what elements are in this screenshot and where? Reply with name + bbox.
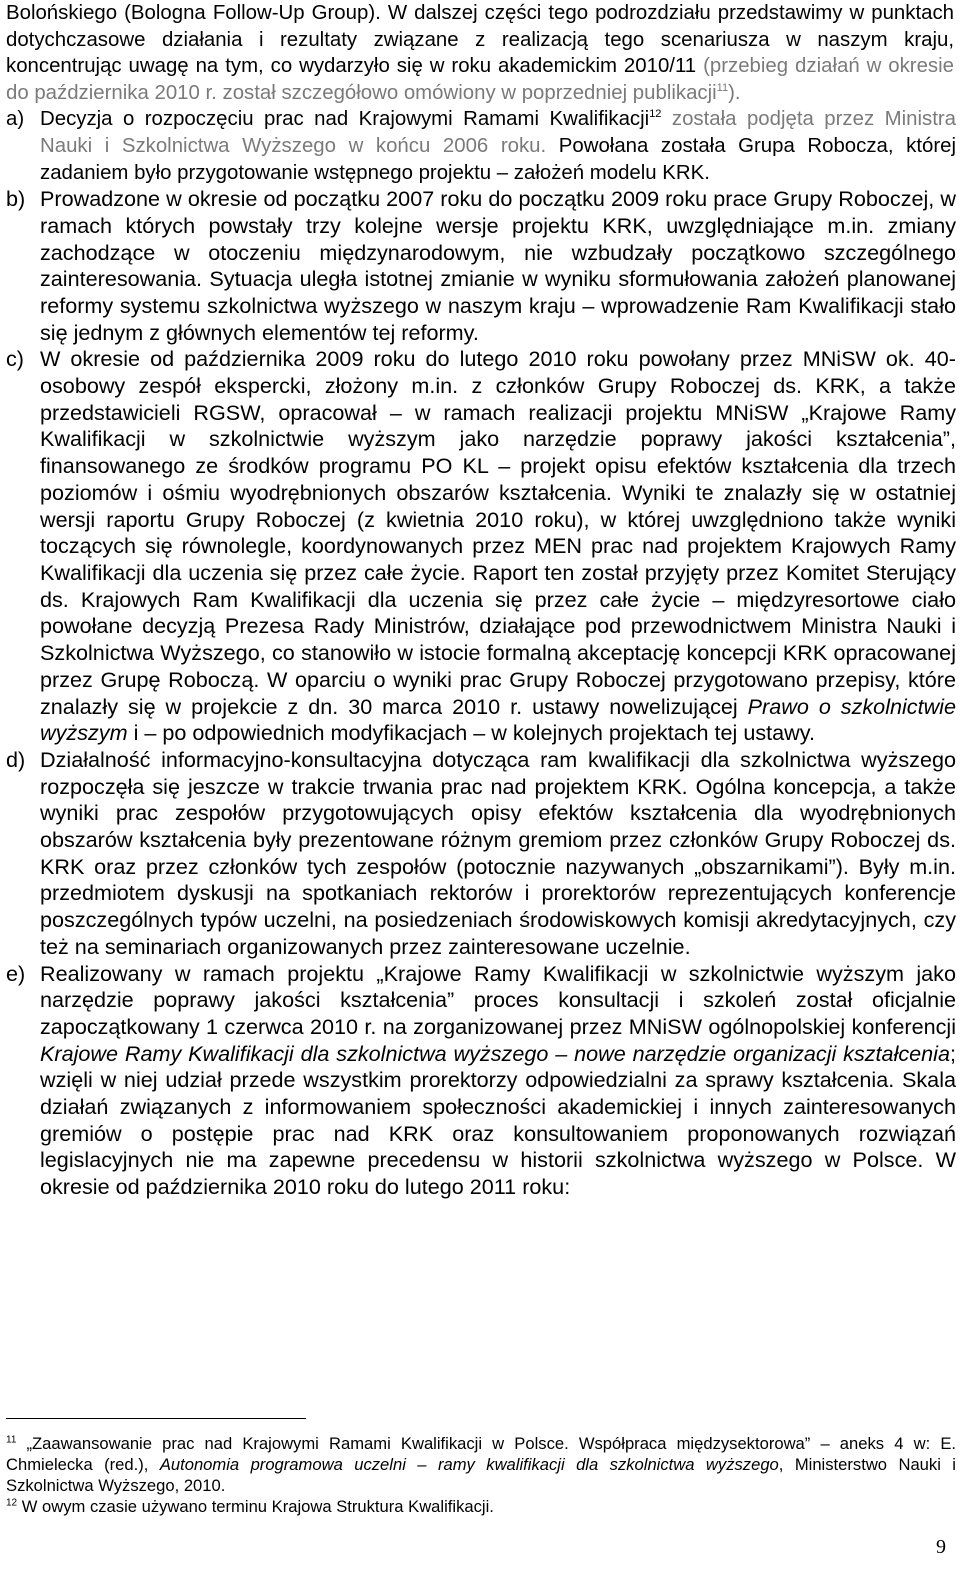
item-a-rest: Powołana została Grupa Robocza, której zadaniem było przygotowanie wstępnego projektu – założeń modelu KRK. [40,134,956,184]
footnote-italic-title: Autonomia programowa uczelni – ramy kwalifikacji dla szkolnictwa wyższego [159,1455,779,1474]
footnotes-section [6,1418,956,1517]
intro-text: Bolońskiego (Bologna Follow-Up Group). W dalszej części tego podrozdziału przedstawimy w punktach dotychczasowe działania i rezultaty związane z realizacją tego scenariusza w naszym kraju, koncentrując uwagę na tym, co wydarzyło się w roku akademickim 2010/11 [6,2,954,78]
footnote-number: 11 [6,1434,17,1446]
footnote-11 [6,1433,956,1496]
item-a-gray-text: została podjęta przez Ministra Nauki i Szkolnictwa Wyższego w końcu 2006 roku. [40,108,956,157]
intro-gray-text: (przebieg działań w okresie do października 2010 r. został szczegółowo omówiony w poprzedniej publikacji [6,55,955,104]
item-c-text-end: i – po odpowiednich modyfikacjach – w kolejnych projektach tej ustawy. [127,720,815,746]
footnote-12 [6,1496,956,1517]
list-marker: a) [6,108,25,131]
footnote-number: 12 [6,1497,18,1509]
intro-paragraph [6,0,956,106]
list-item-e [6,961,956,1201]
footnote-text: W owym czasie używano terminu Krajowa Struktura Kwalifikacji. [17,1497,494,1516]
item-e-text: Realizowany w ramach projektu „Krajowe Ramy Kwalifikacji w szkolnictwie wyższym jako narzędzie poprawy jakości kształcenia” proces konsultacji i szkoleń został oficjalnie zapoczątkowany 1 czerwca 2010 r. na zorganizowanej przez MNiSW ogólnopolskiej konferencji [40,960,956,1039]
list-item-a [6,106,956,186]
item-e-italic-title: Krajowe Ramy Kwalifikacji dla szkolnictwa wyższego – nowe narzędzie organizacji kształcenia [40,1040,950,1066]
item-e-text-end: ; wzięli w niej udział przede wszystkim prorektorzy odpowiedzialni za sprawy kształcenia. Skala działań związanych z informowaniem społeczności akademickiej i innych zainteresowanych gremiów o postępie prac nad KRK oraz konsultowaniem proponowanych rozwiązań legislacyjnych nie ma zapewne precedensu w historii szkolnictwa wyższego w Polsce. W okresie od października 2010 roku do lutego 2011 roku: [40,1040,956,1200]
footnote-separator [6,1418,306,1419]
list-item-c [6,346,956,747]
list-marker: e) [6,960,26,986]
item-a-text: Decyzja o rozpoczęciu prac nad Krajowymi Ramami Kwalifikacji [40,108,650,131]
numbered-list [6,106,956,1201]
list-marker: c) [6,346,24,372]
list-item-text [40,106,956,186]
list-item-text [40,346,956,747]
list-marker: d) [6,746,26,772]
item-c-italic-title: Prawo o szkolnictwie wyższym [40,693,956,746]
list-marker: b) [6,186,26,212]
list-item-text: Prowadzone w okresie od początku 2007 roku do początku 2009 roku prace Grupy Roboczej, w ramach których powstały trzy kolejne wersje projektu KRK, uwzględniające m.in. zmiany zachodzące w otoczeniu międzynarodowym, nie wzbudzały początkowo szczególnego zainteresowania. Sytuacja uległa istotnej zmianie w wyniku sformułowania założeń planowanej reformy systemu szkolnictwa wyższego w naszym kraju – wprowadzenie Ram Kwalifikacji stało się jednym z głównych elementów tej reformy. [40,186,956,345]
intro-closing: ). [728,81,741,104]
item-c-text: W okresie od października 2009 roku do lutego 2010 roku powołany przez MNiSW ok. 40-osobowy zespół ekspercki, złożony m.in. z członków Grupy Roboczej ds. KRK, a także przedstawicieli RGSW, opracował – w ramach realizacji projektu MNiSW „Krajowe Ramy Kwalifikacji w szkolnictwie wyższym jako narzędzie poprawy jakości kształcenia”, finansowanego ze środków programu PO KL – projekt opisu efektów kształcenia dla trzech poziomów i ośmiu wyodrębnionych obszarów kształcenia. Wyniki te znalazły się w ostatniej wersji raportu Grupy Roboczej (z kwietnia 2010 roku), w której uwzględniono także wyniki toczących się równolegle, koordynowanych przez MEN prac nad projektem Krajowych Ramy Kwalifikacji dla uczenia się przez całe życie. Raport ten został przyjęty przez Komitet Sterujący ds. Krajowych Ram Kwalifikacji dla uczenia się przez całe życie – międzyresortowe ciało powołane decyzją Prezesa Rady Ministrów, działające pod przewodnictwem Ministra Nauki i Szkolnictwa Wyższego, co stanowiło w istocie formalną akceptację koncepcji KRK opracowanej przez Grupę Roboczą. W oparciu o wyniki prac Grupy Roboczej przygotowano przepisy, które znalazły się w projekcie z dn. 30 marca 2010 r. ustawy nowelizującej [40,346,956,719]
list-item-d [6,747,956,961]
list-item-b [6,186,956,346]
document-body [6,0,956,1201]
footnote-text: „Zaawansowanie prac nad Krajowymi Ramami Kwalifikacji w Polsce. Współpraca międzysektorowa” – aneks 4 w: E. Chmielecka (red.), [6,1434,956,1474]
footnote-text-end: , Ministerstwo Nauki i Szkolnictwa Wyższego, 2010. [6,1455,956,1495]
list-item-text: Działalność informacyjno-konsultacyjna dotycząca ram kwalifikacji dla szkolnictwa wyższego rozpoczęła się jeszcze w trakcie trwania prac nad projektem KRK. Ogólna koncepcja, a także wyniki prac zespołów przygotowujących opisy efektów kształcenia dla wyodrębnionych obszarów kształcenia były prezentowane różnym gremiom przez członków Grupy Roboczej ds. KRK oraz przez członków tych zespołów (potocznie nazywanych „obszarnikami”). Były m.in. przedmiotem dyskusji na spotkaniach rektorów i prorektorów reprezentujących konferencje poszczególnych typów uczelni, na posiedzeniach środowiskowych komisji akredytacyjnych, czy też na seminariach organizowanych przez zainteresowane uczelnie. [40,746,956,959]
footnote-ref-11[interactable]: 11 [716,81,729,94]
footnote-ref-12[interactable]: 12 [649,108,662,121]
list-item-text [40,961,956,1201]
page-number: 9 [936,1536,946,1558]
